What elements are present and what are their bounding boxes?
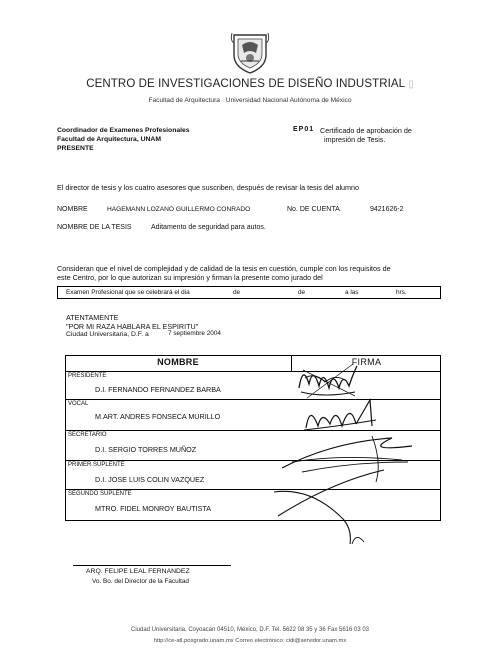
director-name: ARQ. FELIPE LEAL FERNANDEZ <box>86 568 190 575</box>
jury-name-segundo-suplente: MTRO. FIDEL MONROY BAUTISTA <box>95 504 212 513</box>
jury-column-nombre: NOMBRE <box>157 357 199 367</box>
form-title <box>320 126 450 144</box>
jury-row-divider <box>65 399 441 400</box>
jury-row-divider <box>65 371 441 372</box>
jury-role-primer-suplente: PRIMER SUPLENTE <box>68 462 125 468</box>
jury-column-firma: FIRMA <box>351 357 382 367</box>
faculty-line: Facultad de Arquitectura · Universidad Nacional Autónoma de México <box>148 97 352 104</box>
jury-name-primer-suplente: D.I. JOSE LUIS COLIN VAZQUEZ <box>95 475 205 484</box>
closing-motto: "POR MI RAZA HABLARA EL ESPIRITU" <box>66 322 199 331</box>
jury-role-vocal: VOCAL <box>68 401 89 407</box>
thesis-name-label: NOMBRE DE LA TESIS <box>57 224 132 231</box>
addressee-line-3: PRESENTE <box>57 145 94 152</box>
closing-place: Ciudad Universitaria, D.F. a <box>66 331 149 338</box>
closing-atentamente: ATENTAMENTE <box>66 313 119 322</box>
cidi-logo-icon: ▯ <box>408 79 414 90</box>
consider-text-line-2: este Centro, por lo que autorizan su impresión y firman la presente como jurado del <box>57 273 323 282</box>
director-role: Vo. Bo. del Director de la Facultad <box>92 578 189 585</box>
consider-text-line-1: Consideran que el nivel de complejidad y de calidad de la tesis en cuestión, cumple con los requisitos de <box>57 264 391 273</box>
exam-de-2: de <box>298 289 306 296</box>
signature-vocal <box>300 396 380 436</box>
jury-role-presidente: PRESIDENTE <box>68 373 107 379</box>
student-name-label: NOMBRE <box>57 206 88 213</box>
form-title-line-1: Certificado de aprobación de <box>320 126 412 135</box>
jury-row-divider <box>65 430 441 431</box>
jury-name-presidente: D.I. FERNANDO FERNANDEZ BARBA <box>95 385 221 394</box>
jury-name-secretario: D.I. SERGIO TORRES MUÑOZ <box>95 445 197 454</box>
center-name: CENTRO DE INVESTIGACIONES DE DISEÑO INDUSTRIAL ▯ <box>86 78 414 90</box>
addressee-line-1: Coordinador de Examenes Profesionales <box>57 127 190 134</box>
closing-date: 7 septiembre 2004 <box>168 330 221 337</box>
jury-role-segundo-suplente: SEGUNDO SUPLENTE <box>68 491 132 497</box>
director-signature-line <box>73 565 231 566</box>
exam-de-1: de <box>233 289 241 296</box>
account-number-label: No. DE CUENTA <box>287 206 340 213</box>
addressee-line-2: Facultad de Arquitectura, UNAM <box>57 136 161 143</box>
form-title-line-2: impresión de Tesis. <box>324 135 386 144</box>
signature-secretario <box>272 432 422 550</box>
jury-name-vocal: M.ART. ANDRES FONSECA MURILLO <box>95 412 221 421</box>
exam-text: Examen Profesional que se celebrará el dia <box>66 289 190 296</box>
account-number-value: 9421626-2 <box>370 206 404 213</box>
footer-contact: http://ce-atl.posgrado.unam.mx Correo electrónico: cidi@servidor.unam.mx <box>153 638 347 644</box>
unam-seal-icon <box>228 31 272 75</box>
footer-address: Ciudad Universitaria, Coyoacán 04510, México, D.F. Tel. 5622 08 35 y 36 Fax 5616 03 03 <box>130 627 370 633</box>
intro-text: El director de tesis y los cuatro asesores que suscriben, después de revisar la tesis del alumno <box>57 183 360 192</box>
exam-a-las: a las <box>345 289 359 296</box>
exam-hrs: hrs. <box>396 289 407 296</box>
thesis-name-value: Aditamento de seguridad para autos. <box>151 224 266 231</box>
jury-role-secretario: SECRETARIO <box>68 432 107 438</box>
student-name-value: HAGEMANN LOZANO GUILLERMO CONRADO <box>107 206 251 213</box>
form-code: EP01 <box>293 126 315 133</box>
